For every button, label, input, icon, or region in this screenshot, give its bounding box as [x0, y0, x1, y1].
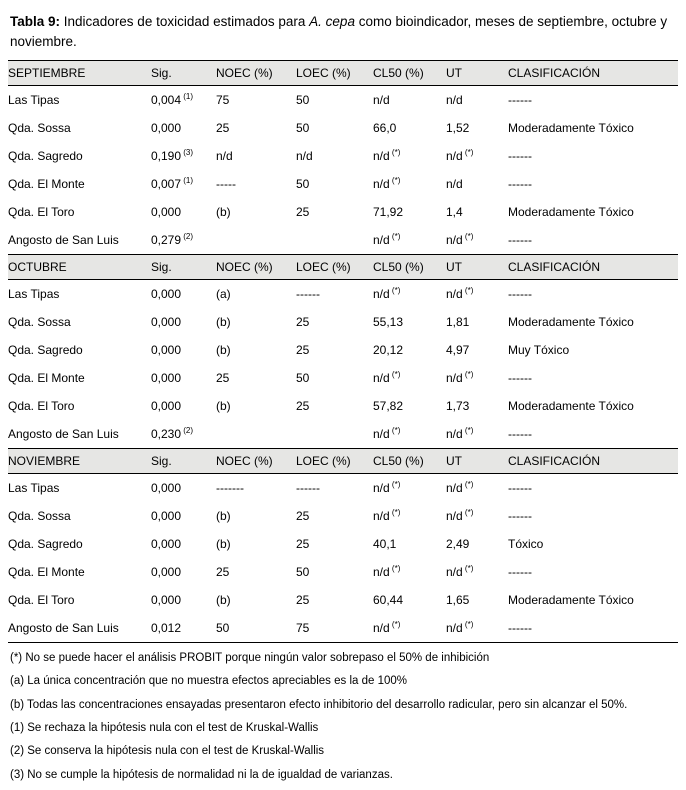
cell-site: Qda. El Toro [8, 205, 75, 220]
cell-sig: 0,000 [151, 593, 182, 608]
footnote-asterisk: (*) No se puede hacer el análisis PROBIT porque ningún valor sobrepaso el 50% de inhibición [10, 652, 490, 665]
table-row [8, 170, 678, 198]
cell-sig: 0,007 $^{(1)}$ [151, 176, 194, 192]
cell-ut: 1,4 [446, 205, 463, 220]
footnote-marker: (*) [389, 480, 401, 490]
cell-noec [216, 226, 296, 255]
column-header: NOEC (%) [216, 255, 296, 280]
cell-ut: n/d (*) [446, 508, 474, 524]
table-row [8, 142, 678, 170]
cell-clasificacion: ------ [508, 427, 532, 442]
cell-ut: n/d (*) [446, 148, 474, 164]
cell-sig: 0,000 [151, 205, 182, 220]
caption-label: Tabla 9: [10, 14, 61, 29]
cell-site: Qda. El Toro [8, 593, 75, 608]
cell-clasificacion: Moderadamente Tóxico [508, 121, 634, 136]
cell-ut: n/d [446, 177, 463, 192]
cell-noec: 25 [216, 371, 230, 386]
cell-clasificacion: ------ [508, 233, 532, 248]
cell-cl50: n/d (*) [373, 426, 401, 442]
cell-noec: (b) [216, 399, 231, 414]
table-row [8, 226, 678, 255]
cell-sig: 0,000 [151, 537, 182, 552]
caption-species-name: A. cepa [309, 14, 355, 29]
footnote-marker: (*) [389, 426, 401, 436]
cell-cl50: 60,44 [373, 593, 404, 608]
table-row [8, 530, 678, 558]
table-section-header [8, 449, 678, 474]
footnote-marker: (*) [462, 508, 474, 518]
table-row [8, 502, 678, 530]
table-row [8, 392, 678, 420]
cell-noec [216, 420, 296, 449]
cell-sig: 0,000 [151, 343, 182, 358]
column-header: UT [446, 61, 508, 86]
cell-ut: n/d (*) [446, 232, 474, 248]
table-row [8, 474, 678, 503]
cell-cl50: n/d (*) [373, 370, 401, 386]
cell-site: Angosto de San Luis [8, 427, 119, 442]
column-header: Sig. [151, 255, 216, 280]
cell-ut: n/d (*) [446, 426, 474, 442]
footnote-marker: (2) [181, 232, 194, 242]
column-header: LOEC (%) [296, 449, 373, 474]
cell-cl50: 57,82 [373, 399, 404, 414]
footnote-marker: (*) [389, 286, 401, 296]
cell-cl50: 66,0 [373, 121, 397, 136]
footnote-marker: (*) [462, 286, 474, 296]
column-header: CL50 (%) [373, 449, 446, 474]
footnote-3: (3) No se cumple la hipótesis de normalidad ni la de igualdad de varianzas. [10, 768, 393, 781]
cell-site: Qda. El Monte [8, 565, 85, 580]
cell-cl50: n/d (*) [373, 508, 401, 524]
column-header: CLASIFICACIÓN [508, 449, 678, 474]
cell-sig: 0,000 [151, 565, 182, 580]
cell-sig: 0,000 [151, 509, 182, 524]
cell-clasificacion: ------ [508, 93, 532, 108]
column-header: UT [446, 255, 508, 280]
cell-ut: n/d (*) [446, 480, 474, 496]
cell-cl50: 55,13 [373, 315, 404, 330]
cell-noec: n/d [216, 149, 233, 164]
cell-loec: 25 [296, 205, 310, 220]
cell-sig: 0,279 $^{(2)}$ [151, 232, 194, 248]
cell-ut: n/d (*) [446, 614, 508, 643]
cell-ut: 1,65 [446, 593, 470, 608]
cell-site: Las Tipas [8, 93, 60, 108]
column-header: CLASIFICACIÓN [508, 61, 678, 86]
cell-sig: 0,000 [151, 287, 182, 302]
footnote-marker: (1) [181, 92, 194, 102]
table-row [8, 198, 678, 226]
footnote-marker: (*) [462, 620, 474, 630]
cell-cl50: n/d (*) [373, 614, 446, 643]
cell-site: Qda. Sossa [8, 315, 71, 330]
cell-loec: 50 [296, 93, 310, 108]
column-header: UT [446, 449, 508, 474]
cell-clasificacion: Moderadamente Tóxico [508, 315, 634, 330]
footnote-marker: (1) [181, 176, 194, 186]
table-row [8, 280, 678, 309]
cell-ut: n/d (*) [446, 564, 474, 580]
cell-site: Angosto de San Luis [8, 614, 151, 643]
cell-cl50: n/d (*) [373, 176, 401, 192]
column-header: Sig. [151, 61, 216, 86]
cell-noec: (b) [216, 315, 231, 330]
cell-site: Qda. Sossa [8, 509, 71, 524]
table-row [8, 558, 678, 586]
cell-noec: (b) [216, 343, 231, 358]
footnote-2: (2) Se conserva la hipótesis nula con el test de Kruskal-Wallis [10, 745, 325, 758]
cell-ut: 1,81 [446, 315, 470, 330]
cell-clasificacion: ------ [508, 287, 532, 302]
table-row [8, 364, 678, 392]
cell-loec: 25 [296, 315, 310, 330]
cell-clasificacion: ------ [508, 371, 532, 386]
cell-site: Qda. El Monte [8, 371, 85, 386]
cell-loec [296, 226, 373, 255]
column-header: CLASIFICACIÓN [508, 255, 678, 280]
column-header: Sig. [151, 449, 216, 474]
cell-sig: 0,000 [151, 371, 182, 386]
footnote-b: (b) Todas las concentraciones ensayadas presentaron efecto inhibitorio del desarrollo radicular, pero sin alcanzar el 50%. [10, 698, 628, 711]
cell-site: Qda. Sagredo [8, 343, 83, 358]
footnote-marker: (*) [389, 508, 401, 518]
cell-site: Las Tipas [8, 287, 60, 302]
toxicity-indicators-table [8, 60, 678, 643]
footnote-marker: (*) [389, 564, 401, 574]
cell-ut: n/d (*) [446, 370, 474, 386]
cell-sig: 0,000 [151, 481, 182, 496]
cell-ut: n/d [446, 93, 463, 108]
cell-sig: 0,000 [151, 399, 182, 414]
cell-loec: ------ [296, 287, 320, 302]
cell-loec: 25 [296, 537, 310, 552]
cell-loec: 50 [296, 371, 310, 386]
cell-noec: (a) [216, 287, 231, 302]
cell-clasificacion: Tóxico [508, 537, 544, 552]
footnote-marker: (*) [462, 232, 474, 242]
cell-cl50: 20,12 [373, 343, 404, 358]
cell-sig: 0,000 [151, 315, 182, 330]
cell-clasificacion: Muy Tóxico [508, 343, 570, 358]
column-header: NOEC (%) [216, 449, 296, 474]
table-footnotes [8, 650, 678, 783]
cell-site: Angosto de San Luis [8, 233, 119, 248]
footnote-marker: (*) [462, 148, 474, 158]
cell-ut: 2,49 [446, 537, 470, 552]
cell-loec: 25 [296, 593, 310, 608]
cell-ut: 1,52 [446, 121, 470, 136]
cell-clasificacion: ------ [508, 481, 532, 496]
cell-site: Qda. Sagredo [8, 537, 83, 552]
table-caption [10, 12, 676, 51]
cell-loec: 50 [296, 565, 310, 580]
cell-ut: 1,73 [446, 399, 470, 414]
table-row [8, 86, 678, 115]
column-header: OCTUBRE [8, 255, 151, 280]
cell-cl50: n/d (*) [373, 564, 401, 580]
column-header: NOVIEMBRE [8, 449, 151, 474]
table-section-header [8, 61, 678, 86]
cell-sig: 0,230 $^{(2)}$ [151, 426, 194, 442]
cell-noec: 50 [216, 614, 296, 643]
table-section-header [8, 255, 678, 280]
cell-loec: 25 [296, 343, 310, 358]
cell-noec: 25 [216, 121, 230, 136]
cell-noec: 75 [216, 93, 230, 108]
cell-clasificacion: ------ [508, 509, 532, 524]
cell-noec: (b) [216, 205, 231, 220]
cell-site: Qda. El Toro [8, 399, 75, 414]
table-row [8, 336, 678, 364]
cell-clasificacion: Moderadamente Tóxico [508, 399, 634, 414]
cell-ut: n/d (*) [446, 286, 474, 302]
footnote-a: (a) La única concentración que no muestra efectos apreciables es la de 100% [10, 675, 407, 688]
cell-clasificacion: Moderadamente Tóxico [508, 205, 634, 220]
cell-sig: 0,190 $^{(3)}$ [151, 148, 194, 164]
cell-cl50: n/d (*) [373, 286, 401, 302]
column-header: SEPTIEMBRE [8, 61, 151, 86]
cell-clasificacion: Moderadamente Tóxico [508, 593, 634, 608]
footnote-1: (1) Se rechaza la hipótesis nula con el test de Kruskal-Wallis [10, 722, 319, 735]
cell-cl50: n/d (*) [373, 148, 401, 164]
footnote-marker: (3) [181, 148, 194, 158]
footnote-marker: (*) [389, 620, 401, 630]
column-header: CL50 (%) [373, 61, 446, 86]
cell-noec: (b) [216, 509, 231, 524]
cell-clasificacion: ------ [508, 565, 532, 580]
cell-noec: 25 [216, 565, 230, 580]
cell-cl50: n/d (*) [373, 232, 401, 248]
cell-cl50: n/d [373, 93, 390, 108]
caption-text-before: Indicadores de toxicidad estimados para [60, 14, 310, 29]
cell-cl50: 71,92 [373, 205, 404, 220]
footnote-marker: (*) [389, 148, 401, 158]
cell-clasificacion: ------ [508, 177, 532, 192]
table-row [8, 614, 678, 643]
cell-site: Las Tipas [8, 481, 60, 496]
cell-sig: 0,000 [151, 121, 182, 136]
cell-loec: n/d [296, 149, 313, 164]
cell-clasificacion: ------ [508, 149, 532, 164]
caption-text-after: como bioindicador, meses de septiembre, octubre y noviembre. [10, 14, 668, 49]
cell-clasificacion: ------ [508, 614, 678, 643]
table-row [8, 308, 678, 336]
cell-sig: 0,004 $^{(1)}$ [151, 92, 194, 108]
column-header: LOEC (%) [296, 61, 373, 86]
column-header: NOEC (%) [216, 61, 296, 86]
cell-loec: 75 [296, 614, 373, 643]
cell-site: Qda. El Monte [8, 177, 85, 192]
table-row [8, 586, 678, 614]
footnote-marker: (*) [462, 426, 474, 436]
footnote-marker: (*) [462, 370, 474, 380]
column-header: CL50 (%) [373, 255, 446, 280]
cell-loec: 25 [296, 509, 310, 524]
table-row [8, 114, 678, 142]
cell-loec: ------ [296, 481, 320, 496]
footnote-marker: (2) [181, 426, 194, 436]
footnote-marker: (*) [389, 176, 401, 186]
cell-cl50: 40,1 [373, 537, 397, 552]
column-header: LOEC (%) [296, 255, 373, 280]
footnote-marker: (*) [462, 480, 474, 490]
cell-loec: 50 [296, 121, 310, 136]
cell-loec: 25 [296, 399, 310, 414]
cell-site: Qda. Sossa [8, 121, 71, 136]
cell-loec [296, 420, 373, 449]
cell-site: Qda. Sagredo [8, 149, 83, 164]
cell-cl50: n/d (*) [373, 480, 401, 496]
cell-loec: 50 [296, 177, 310, 192]
cell-noec: ------- [216, 481, 244, 496]
cell-noec: ----- [216, 177, 236, 192]
table-row [8, 420, 678, 449]
footnote-marker: (*) [462, 564, 474, 574]
cell-sig: 0,012 [151, 614, 216, 643]
cell-noec: (b) [216, 537, 231, 552]
footnote-marker: (*) [389, 232, 401, 242]
cell-noec: (b) [216, 593, 231, 608]
cell-ut: 4,97 [446, 343, 470, 358]
footnote-marker: (*) [389, 370, 401, 380]
